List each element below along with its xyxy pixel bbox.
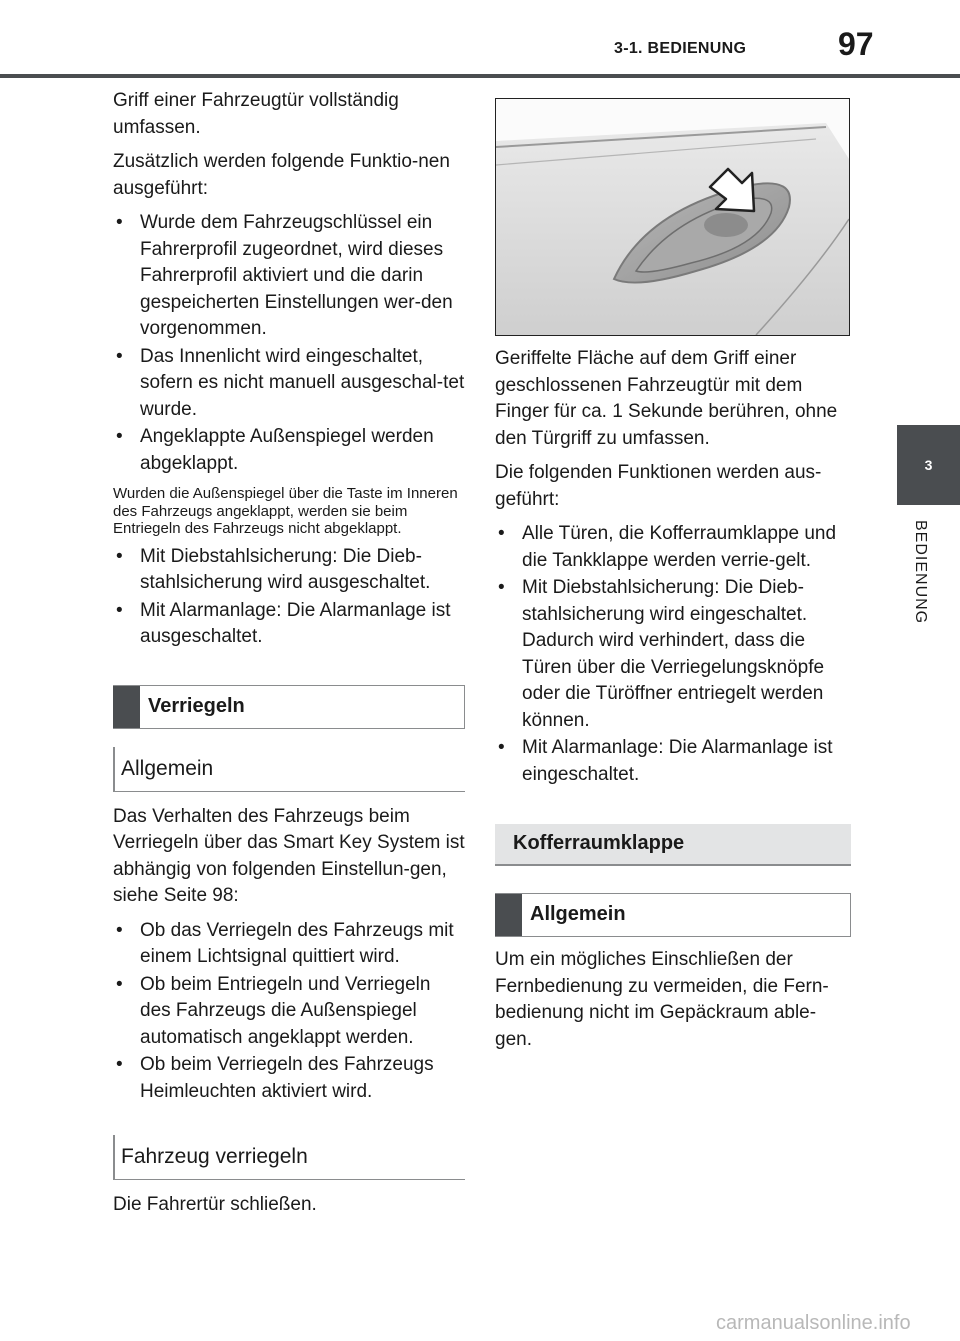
list-item: • Mit Alarmanlage: Die Alarmanlage ist ausgeschaltet. <box>113 598 465 651</box>
right-column <box>495 98 851 1061</box>
list-item: • Ob das Verriegeln des Fahrzeugs mit einem Lichtsignal quittiert wird. <box>113 918 465 971</box>
list-item: • Ob beim Verriegeln des Fahrzeugs Heimleuchten aktiviert wird. <box>113 1052 465 1105</box>
bullet-list <box>495 521 851 788</box>
bullet-list <box>113 544 465 651</box>
section-heading-label: Allgemein <box>530 903 626 925</box>
subheading-allgemein: Allgemein <box>113 747 465 792</box>
paragraph: Geriffelte Fläche auf dem Griff einer geschlossenen Fahrzeugtür mit dem Finger für ca. 1 Sekunde berühren, ohne den Türgriff zu umfassen. <box>495 348 838 449</box>
paragraph: Um ein mögliches Einschließen der Fernbedienung zu vermeiden, die Fern-bedienung nicht im Gepäckraum able-gen. <box>495 949 829 1050</box>
paragraph: Die folgenden Funktionen werden aus-geführt: <box>495 462 822 510</box>
list-item: • Angeklappte Außenspiegel werden abgeklappt. <box>113 424 465 477</box>
list-item: • Mit Diebstahlsicherung: Die Dieb-stahlsicherung wird ausgeschaltet. <box>113 544 465 597</box>
subheading-fahrzeug-verriegeln: Fahrzeug verriegeln <box>113 1135 465 1180</box>
list-item: • Alle Türen, die Kofferraumklappe und die Tankklappe werden verrie-gelt. <box>495 521 851 574</box>
door-handle-image <box>496 99 849 335</box>
header-rule <box>0 74 960 78</box>
paragraph: Zusätzlich werden folgende Funktio-nen ausgeführt: <box>113 151 450 199</box>
page-number: 97 <box>838 26 874 62</box>
paragraph: Das Verhalten des Fahrzeugs beim Verriegeln über das Smart Key System ist abhängig von folgenden Einstellun-gen, siehe Seite 98: <box>113 805 465 906</box>
section-heading-label: Verriegeln <box>148 694 245 717</box>
list-item: • Das Innenlicht wird eingeschaltet, sofern es nicht manuell ausgeschal-tet wurde. <box>113 344 465 424</box>
chapter-number: 3 <box>924 457 933 473</box>
section-heading-label: Kofferraumklappe <box>513 832 685 854</box>
bullet-list <box>113 210 465 477</box>
section-heading-kofferraumklappe <box>495 824 851 866</box>
chapter-tab <box>897 425 960 505</box>
list-item: • Wurde dem Fahrzeugschlüssel ein Fahrerprofil zugeordnet, wird dieses Fahrerprofil aktiviert und die darin gespeicherten Einstellungen wer-den vorgenommen. <box>113 210 465 343</box>
list-item: • Mit Diebstahlsicherung: Die Dieb-stahlsicherung wird eingeschaltet. Dadurch wird verhindert, dass die Türen über die Verriegelungsknöpfe oder die Türöffner entriegelt werden können. <box>495 575 851 734</box>
paragraph: Griff einer Fahrzeugtür vollständig umfassen. <box>113 90 399 138</box>
bullet-list <box>113 918 465 1106</box>
list-item: • Mit Alarmanlage: Die Alarmanlage ist eingeschaltet. <box>495 735 851 788</box>
paragraph: Die Fahrertür schließen. <box>113 1194 317 1215</box>
left-column <box>113 88 465 1227</box>
section-heading-verriegeln <box>113 685 465 729</box>
running-header: 3-1. BEDIENUNG <box>614 40 747 57</box>
list-item: • Ob beim Entriegeln und Verriegeln des Fahrzeugs die Außenspiegel automatisch angeklappt werden. <box>113 972 465 1052</box>
section-heading-allgemein <box>495 893 851 937</box>
watermark: carmanualsonline.info <box>716 1312 911 1334</box>
door-handle-illustration <box>495 98 850 336</box>
chapter-label: BEDIENUNG <box>912 520 929 625</box>
note-text: Wurden die Außenspiegel über die Taste im Inneren des Fahrzeugs angeklappt, werden sie beim Entriegeln des Fahrzeugs nicht abgeklappt. <box>113 485 458 537</box>
